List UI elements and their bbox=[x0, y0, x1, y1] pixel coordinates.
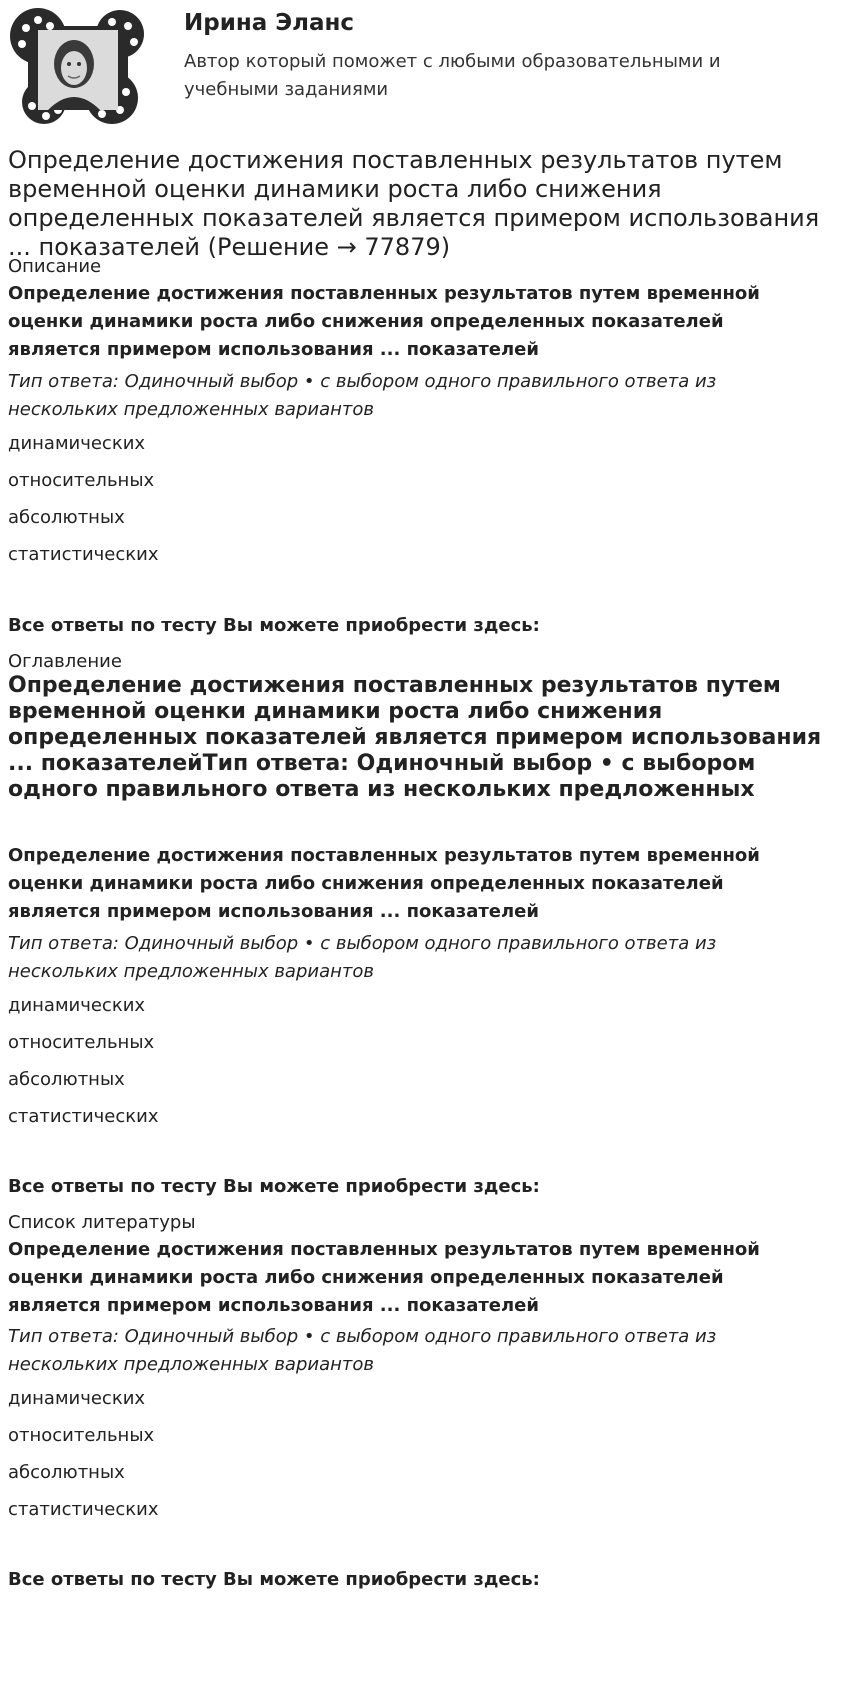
option-item: абсолютных bbox=[8, 507, 125, 528]
option-item: динамических bbox=[8, 433, 146, 454]
option-item: статистических bbox=[8, 1499, 159, 1520]
author-name[interactable]: Ирина Эланс bbox=[184, 10, 355, 36]
answer-type: Тип ответа: Одиночный выбор • с выбором одного правильного ответа из нескольких предложенных вариантов bbox=[8, 933, 717, 982]
option-item: абсолютных bbox=[8, 1462, 125, 1483]
page-title: Определение достижения поставленных результатов путем временной оценки динамики роста либо снижения определенных показателей является примером использования ... показателей (Решение → 77879) bbox=[8, 146, 820, 261]
option-item: относительных bbox=[8, 1425, 155, 1446]
option-item: относительных bbox=[8, 470, 155, 491]
option-item: относительных bbox=[8, 1032, 155, 1053]
option-item: динамических bbox=[8, 1388, 146, 1409]
toc-title: Определение достижения поставленных результатов путем временной оценки динамики роста либо снижения определенных показателей является примером использования ... показателейТип ответа: Одиночный выбор • с выбором одного правильного ответа из нескольких предложенных bbox=[8, 673, 822, 802]
page-content bbox=[8, 0, 832, 1590]
answer-type: Тип ответа: Одиночный выбор • с выбором одного правильного ответа из нескольких предложенных вариантов bbox=[8, 371, 717, 420]
question-text: Определение достижения поставленных результатов путем временной оценки динамики роста либо снижения определенных показателей является примером использования ... показателей bbox=[8, 845, 760, 922]
toc-label: Оглавление bbox=[8, 651, 122, 672]
answer-type: Тип ответа: Одиночный выбор • с выбором одного правильного ответа из нескольких предложенных вариантов bbox=[8, 1326, 717, 1375]
author-description: Автор который поможет с любыми образовательными и учебными заданиями bbox=[184, 51, 721, 100]
option-item: статистических bbox=[8, 1106, 159, 1127]
author-header bbox=[8, 0, 832, 130]
option-item: статистических bbox=[8, 544, 159, 565]
question-text: Определение достижения поставленных результатов путем временной оценки динамики роста либо снижения определенных показателей является примером использования ... показателей bbox=[8, 283, 760, 360]
description-label: Описание bbox=[8, 256, 102, 277]
buy-answers-text: Все ответы по тесту Вы можете приобрести здесь: bbox=[8, 615, 540, 636]
buy-answers-text: Все ответы по тесту Вы можете приобрести здесь: bbox=[8, 1569, 540, 1590]
author-avatar[interactable] bbox=[8, 6, 150, 126]
question-text: Определение достижения поставленных результатов путем временной оценки динамики роста либо снижения определенных показателей является примером использования ... показателей bbox=[8, 1239, 760, 1316]
option-item: динамических bbox=[8, 995, 146, 1016]
literature-label: Список литературы bbox=[8, 1212, 196, 1233]
film-reel-avatar-icon bbox=[8, 6, 150, 126]
buy-answers-text: Все ответы по тесту Вы можете приобрести здесь: bbox=[8, 1176, 540, 1197]
option-item: абсолютных bbox=[8, 1069, 125, 1090]
